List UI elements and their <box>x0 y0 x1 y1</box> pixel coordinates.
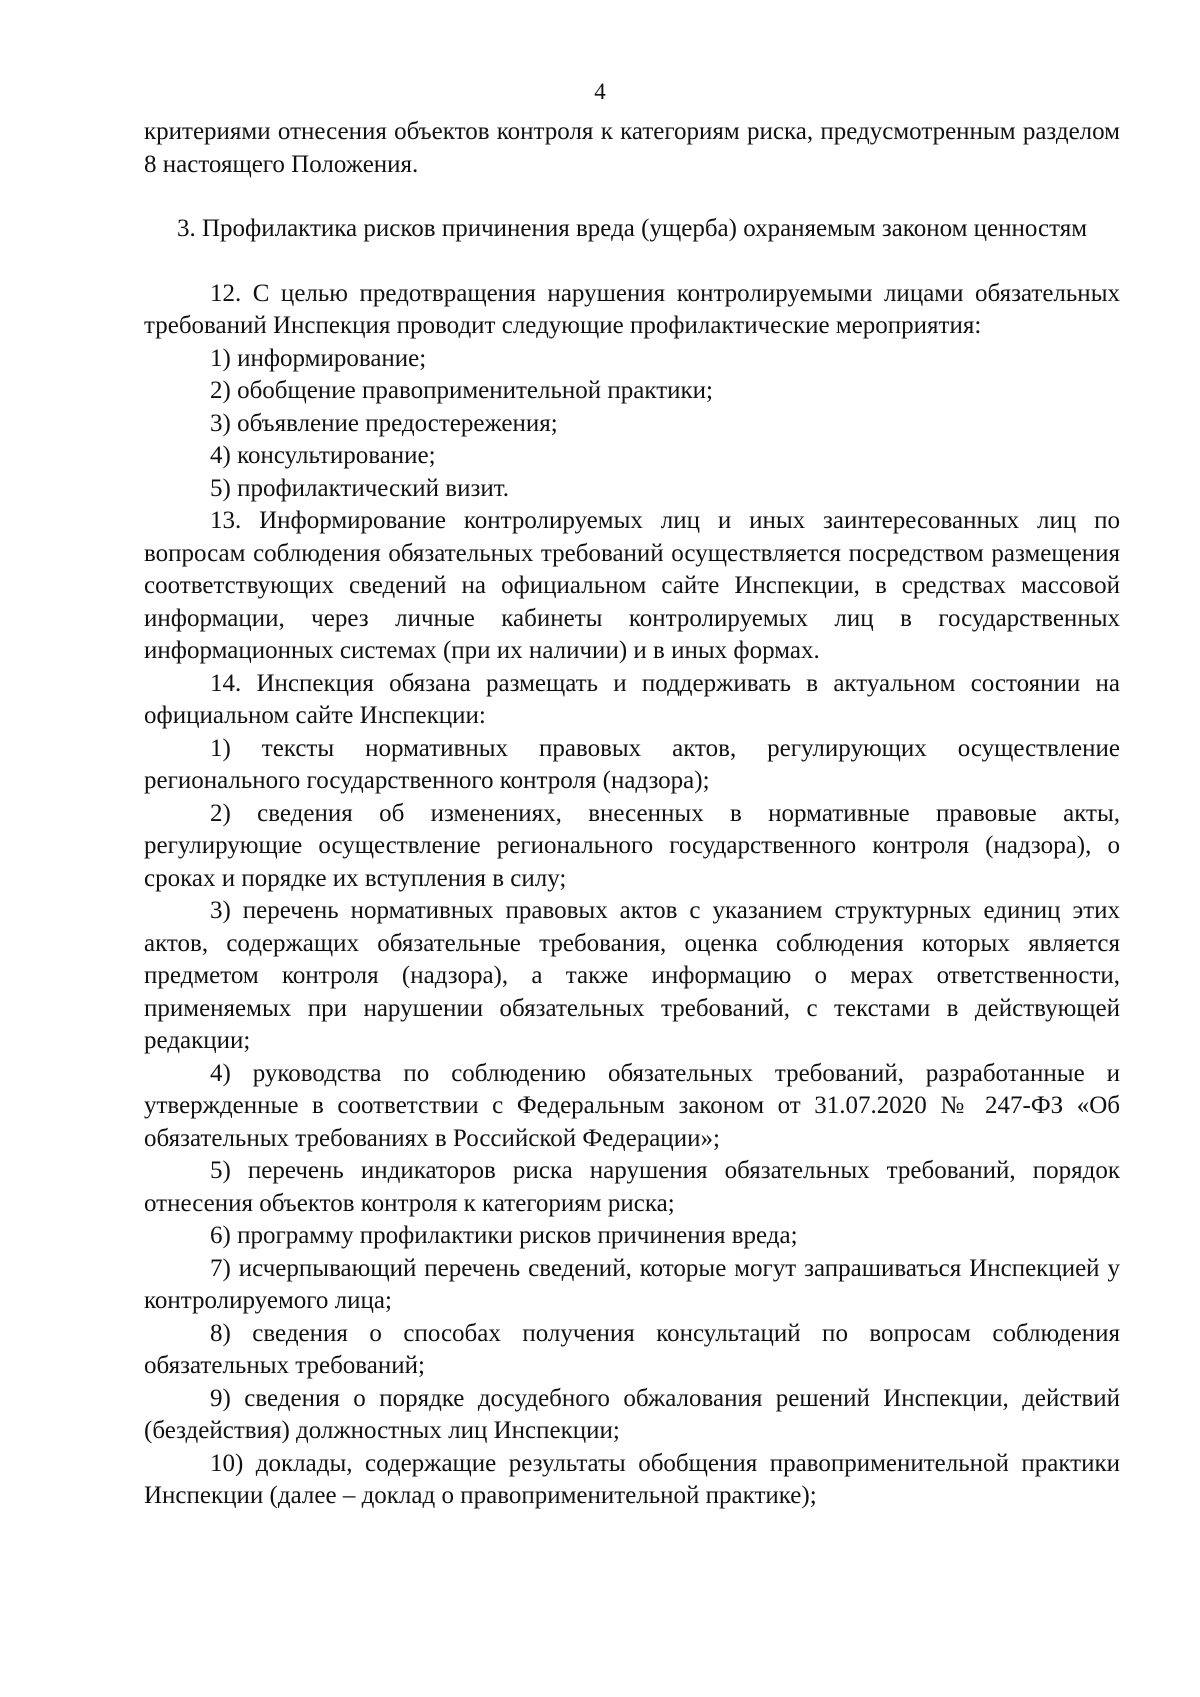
list-item: 1) тексты нормативных правовых актов, регулирующих осуществление регионального государственного контроля (надзора); <box>144 734 1120 794</box>
list-item: 5) перечень индикаторов риска нарушения обязательных требований, порядок отнесения объектов контроля к категориям риска; <box>144 1157 1120 1217</box>
list-item: 10) доклады, содержащие результаты обобщения правоприменительной практики Инспекции (далее – доклад о правоприменительной практике); <box>144 1449 1120 1509</box>
document-body <box>144 116 1120 1513</box>
section-heading: 3. Профилактика рисков причинения вреда (ущерба) охраняемым законом ценностям <box>176 215 1088 242</box>
list-item: 4) консультирование; <box>210 442 436 469</box>
paragraph-12-list <box>144 343 1120 506</box>
paragraph-12: 12. С целью предотвращения нарушения контролируемыми лицами обязательных требований Инспекция проводит следующие профилактические мероприятия: <box>144 279 1120 339</box>
page-number: 4 <box>594 79 606 104</box>
list-item: 5) профилактический визит. <box>210 474 509 502</box>
intro-continuation: критериями отнесения объектов контроля к категориям риска, предусмотренным разделом 8 настоящего Положения. <box>144 118 1120 178</box>
list-item: 9) сведения о порядке досудебного обжалования решений Инспекции, действий (бездействия) должностных лиц Инспекции; <box>144 1384 1120 1444</box>
list-item: 2) сведения об изменениях, внесенных в нормативные правовые акты, регулирующие осуществление регионального государственного контроля (надзора), о сроках и порядке их вступления в силу; <box>144 799 1120 892</box>
paragraph-13: 13. Информирование контролируемых лиц и иных заинтересованных лиц по вопросам соблюдения обязательных требований осуществляется посредством размещения соответствующих сведений на официальном сайте Инспекции, в средствах массовой информации, через личные кабинеты контролируемых лиц в государственных информационных системах (при их наличии) и в иных формах. <box>144 507 1120 664</box>
list-item: 3) объявление предостережения; <box>210 409 558 437</box>
list-item: 2) обобщение правоприменительной практики; <box>210 377 713 404</box>
list-item: 4) руководства по соблюдению обязательных требований, разработанные и утвержденные в соответствии с Федеральным законом от 31.07.2020 № 247-ФЗ «Об обязательных требованиях в Российской Федерации»; <box>144 1059 1120 1152</box>
list-item: 6) программу профилактики рисков причинения вреда; <box>210 1222 798 1249</box>
paragraph-14: 14. Инспекция обязана размещать и поддерживать в актуальном состоянии на официальном сайте Инспекции: <box>144 669 1120 729</box>
list-item: 8) сведения о способах получения консультаций по вопросам соблюдения обязательных требований; <box>144 1319 1120 1379</box>
list-item: 1) информирование; <box>210 344 427 372</box>
list-item: 7) исчерпывающий перечень сведений, которые могут запрашиваться Инспекцией у контролируемого лица; <box>144 1254 1120 1314</box>
paragraph-14-list <box>144 733 1120 1513</box>
list-item: 3) перечень нормативных правовых актов с указанием структурных единиц этих актов, содержащих обязательные требования, оценка соблюдения которых является предметом контроля (надзора), а также информацию о мерах ответственности, применяемых при нарушении обязательных требований, с текстами в действующей редакции; <box>144 897 1120 1054</box>
